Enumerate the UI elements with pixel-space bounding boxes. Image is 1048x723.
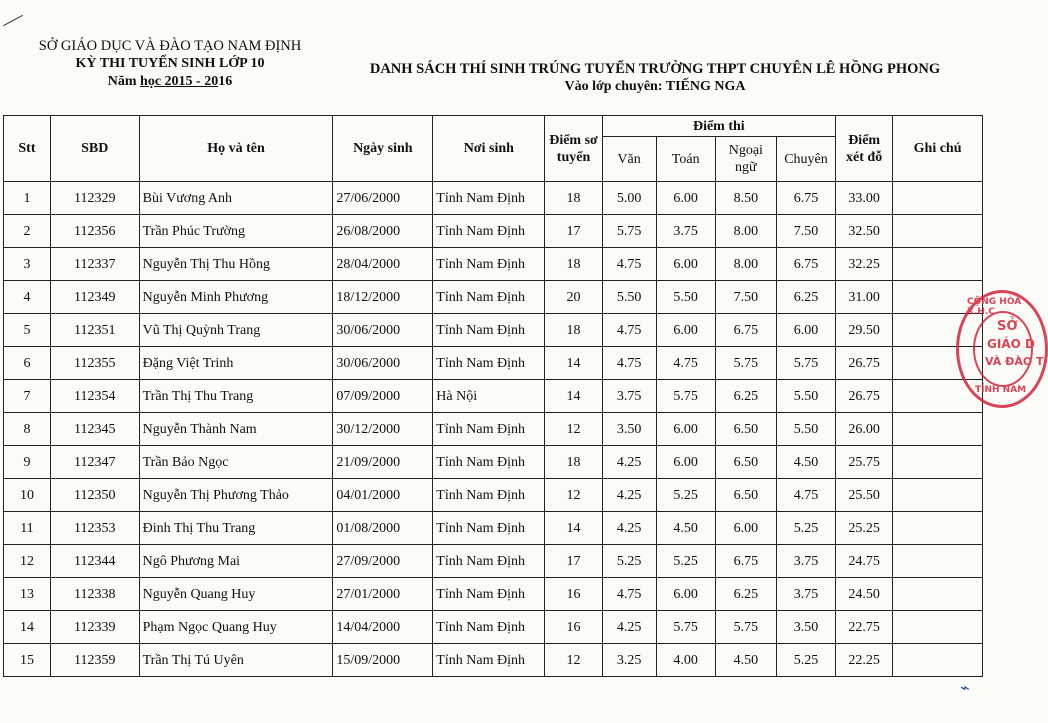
row-dob: 01/08/2000	[333, 512, 433, 545]
row-note	[893, 479, 983, 512]
school-year-suffix: 16	[218, 74, 233, 89]
row-stt: 5	[4, 314, 51, 347]
row-van: 4.25	[602, 512, 656, 545]
row-final: 24.75	[836, 545, 893, 578]
header-right	[325, 60, 985, 96]
row-dob: 14/04/2000	[333, 611, 433, 644]
row-sbd: 112351	[50, 314, 139, 347]
col-dob: Ngày sinh	[333, 116, 433, 182]
row-note	[893, 578, 983, 611]
row-toan: 5.75	[656, 380, 715, 413]
row-note	[893, 413, 983, 446]
row-ngoai-ngu: 8.00	[715, 248, 776, 281]
row-note	[893, 248, 983, 281]
row-van: 3.50	[602, 413, 656, 446]
row-birthplace: Tỉnh Nam Định	[433, 413, 545, 446]
row-birthplace: Tỉnh Nam Định	[433, 446, 545, 479]
row-stt: 14	[4, 611, 51, 644]
row-preliminary: 18	[545, 314, 602, 347]
row-sbd: 112355	[50, 347, 139, 380]
row-chuyen: 6.00	[776, 314, 835, 347]
row-toan: 6.00	[656, 578, 715, 611]
col-van: Văn	[602, 137, 656, 182]
row-stt: 9	[4, 446, 51, 479]
row-preliminary: 14	[545, 347, 602, 380]
row-name: Trần Phúc Trường	[139, 215, 333, 248]
row-stt: 2	[4, 215, 51, 248]
row-stt: 4	[4, 281, 51, 314]
row-sbd: 112329	[50, 182, 139, 215]
document-subtitle: Vào lớp chuyên: TIẾNG NGA	[564, 79, 746, 94]
row-birthplace: Tỉnh Nam Định	[433, 578, 545, 611]
header-left	[20, 37, 320, 91]
row-van: 4.75	[602, 347, 656, 380]
row-name: Nguyễn Thành Nam	[139, 413, 333, 446]
table-row	[4, 479, 983, 512]
row-birthplace: Tỉnh Nam Định	[433, 281, 545, 314]
row-chuyen: 6.25	[776, 281, 835, 314]
row-name: Phạm Ngọc Quang Huy	[139, 611, 333, 644]
row-sbd: 112354	[50, 380, 139, 413]
row-chuyen: 5.75	[776, 347, 835, 380]
row-ngoai-ngu: 6.50	[715, 446, 776, 479]
row-note	[893, 545, 983, 578]
row-ngoai-ngu: 8.50	[715, 182, 776, 215]
row-toan: 6.00	[656, 182, 715, 215]
table-row	[4, 413, 983, 446]
row-toan: 5.75	[656, 611, 715, 644]
row-toan: 6.00	[656, 446, 715, 479]
row-name: Đinh Thị Thu Trang	[139, 512, 333, 545]
row-chuyen: 5.25	[776, 644, 835, 677]
school-year	[20, 73, 320, 91]
row-ngoai-ngu: 6.75	[715, 545, 776, 578]
row-ngoai-ngu: 7.50	[715, 281, 776, 314]
row-stt: 11	[4, 512, 51, 545]
table-row	[4, 380, 983, 413]
seal-line-1: SỞ	[997, 319, 1018, 334]
row-sbd: 112359	[50, 644, 139, 677]
row-birthplace: Hà Nội	[433, 380, 545, 413]
row-dob: 21/09/2000	[333, 446, 433, 479]
row-name: Nguyễn Thị Thu Hồng	[139, 248, 333, 281]
row-note	[893, 611, 983, 644]
row-birthplace: Tỉnh Nam Định	[433, 512, 545, 545]
row-van: 4.75	[602, 314, 656, 347]
row-stt: 10	[4, 479, 51, 512]
table-row	[4, 578, 983, 611]
row-sbd: 112350	[50, 479, 139, 512]
row-dob: 26/08/2000	[333, 215, 433, 248]
row-chuyen: 3.75	[776, 578, 835, 611]
row-sbd: 112337	[50, 248, 139, 281]
department-name: SỞ GIÁO DỤC VÀ ĐÀO TẠO NAM ĐỊNH	[38, 38, 302, 54]
row-final: 26.75	[836, 347, 893, 380]
row-note	[893, 446, 983, 479]
row-dob: 27/06/2000	[333, 182, 433, 215]
row-chuyen: 5.50	[776, 380, 835, 413]
row-van: 4.25	[602, 446, 656, 479]
row-stt: 12	[4, 545, 51, 578]
row-van: 4.25	[602, 479, 656, 512]
row-sbd: 112356	[50, 215, 139, 248]
table-row	[4, 611, 983, 644]
row-sbd: 112345	[50, 413, 139, 446]
row-ngoai-ngu: 6.50	[715, 413, 776, 446]
table-row	[4, 248, 983, 281]
row-name: Ngô Phương Mai	[139, 545, 333, 578]
col-stt: Stt	[4, 116, 51, 182]
row-dob: 27/09/2000	[333, 545, 433, 578]
row-chuyen: 4.75	[776, 479, 835, 512]
row-sbd: 112349	[50, 281, 139, 314]
row-chuyen: 6.75	[776, 182, 835, 215]
row-van: 4.25	[602, 611, 656, 644]
row-name: Bùi Vương Anh	[139, 182, 333, 215]
row-preliminary: 14	[545, 512, 602, 545]
row-birthplace: Tỉnh Nam Định	[433, 644, 545, 677]
row-preliminary: 12	[545, 479, 602, 512]
row-preliminary: 17	[545, 545, 602, 578]
row-birthplace: Tỉnh Nam Định	[433, 479, 545, 512]
table-row	[4, 545, 983, 578]
row-birthplace: Tỉnh Nam Định	[433, 182, 545, 215]
table-row	[4, 215, 983, 248]
row-chuyen: 6.75	[776, 248, 835, 281]
row-van: 4.75	[602, 248, 656, 281]
row-ngoai-ngu: 6.00	[715, 512, 776, 545]
exam-name: KỲ THI TUYỂN SINH LỚP 10	[75, 56, 265, 71]
row-ngoai-ngu: 5.75	[715, 611, 776, 644]
row-preliminary: 12	[545, 413, 602, 446]
row-final: 26.00	[836, 413, 893, 446]
row-name: Trần Thị Thu Trang	[139, 380, 333, 413]
row-van: 5.50	[602, 281, 656, 314]
row-stt: 13	[4, 578, 51, 611]
row-preliminary: 18	[545, 446, 602, 479]
official-seal	[956, 290, 1048, 408]
row-preliminary: 18	[545, 248, 602, 281]
row-name: Trần Thị Tú Uyên	[139, 644, 333, 677]
col-name: Họ và tên	[139, 116, 333, 182]
row-van: 3.25	[602, 644, 656, 677]
row-dob: 07/09/2000	[333, 380, 433, 413]
row-preliminary: 14	[545, 380, 602, 413]
row-preliminary: 17	[545, 215, 602, 248]
admission-table	[3, 115, 983, 677]
row-dob: 30/06/2000	[333, 347, 433, 380]
row-toan: 6.00	[656, 314, 715, 347]
row-final: 22.75	[836, 611, 893, 644]
row-preliminary: 12	[545, 644, 602, 677]
seal-rim-bottom: TỈNH NAM	[975, 385, 1027, 395]
row-toan: 4.50	[656, 512, 715, 545]
row-name: Nguyễn Minh Phương	[139, 281, 333, 314]
row-ngoai-ngu: 6.50	[715, 479, 776, 512]
row-dob: 28/04/2000	[333, 248, 433, 281]
row-note	[893, 215, 983, 248]
row-birthplace: Tỉnh Nam Định	[433, 248, 545, 281]
row-ngoai-ngu: 6.25	[715, 578, 776, 611]
row-birthplace: Tỉnh Nam Định	[433, 347, 545, 380]
row-ngoai-ngu: 5.75	[715, 347, 776, 380]
col-chuyen: Chuyên	[776, 137, 835, 182]
row-preliminary: 20	[545, 281, 602, 314]
row-final: 25.50	[836, 479, 893, 512]
row-toan: 6.00	[656, 413, 715, 446]
col-sbd: SBD	[50, 116, 139, 182]
school-year-prefix: Năm	[107, 74, 141, 89]
row-sbd: 112353	[50, 512, 139, 545]
row-stt: 8	[4, 413, 51, 446]
row-sbd: 112339	[50, 611, 139, 644]
row-dob: 30/06/2000	[333, 314, 433, 347]
row-final: 24.50	[836, 578, 893, 611]
col-note: Ghi chú	[893, 116, 983, 182]
row-preliminary: 16	[545, 578, 602, 611]
row-note	[893, 182, 983, 215]
row-chuyen: 4.50	[776, 446, 835, 479]
row-birthplace: Tỉnh Nam Định	[433, 611, 545, 644]
row-name: Vũ Thị Quỳnh Trang	[139, 314, 333, 347]
row-final: 32.25	[836, 248, 893, 281]
row-toan: 6.00	[656, 248, 715, 281]
row-ngoai-ngu: 6.25	[715, 380, 776, 413]
row-name: Trần Bảo Ngọc	[139, 446, 333, 479]
row-van: 5.75	[602, 215, 656, 248]
row-note	[893, 644, 983, 677]
row-final: 33.00	[836, 182, 893, 215]
row-dob: 18/12/2000	[333, 281, 433, 314]
col-preliminary: Điểm sơ tuyển	[545, 116, 602, 182]
row-final: 25.25	[836, 512, 893, 545]
row-name: Nguyễn Quang Huy	[139, 578, 333, 611]
table-row	[4, 314, 983, 347]
row-birthplace: Tỉnh Nam Định	[433, 314, 545, 347]
row-stt: 6	[4, 347, 51, 380]
row-final: 32.50	[836, 215, 893, 248]
row-toan: 3.75	[656, 215, 715, 248]
col-scores-group: Điểm thi	[602, 116, 836, 137]
seal-line-3: VÀ ĐÀO T	[985, 355, 1044, 368]
row-stt: 3	[4, 248, 51, 281]
row-preliminary: 16	[545, 611, 602, 644]
row-final: 22.25	[836, 644, 893, 677]
row-chuyen: 7.50	[776, 215, 835, 248]
row-ngoai-ngu: 4.50	[715, 644, 776, 677]
scan-mark	[3, 15, 23, 26]
row-van: 5.25	[602, 545, 656, 578]
table-header-row	[4, 116, 983, 137]
row-stt: 1	[4, 182, 51, 215]
col-ngoai-ngu: Ngoại ngữ	[715, 137, 776, 182]
table-row	[4, 512, 983, 545]
row-sbd: 112338	[50, 578, 139, 611]
row-dob: 27/01/2000	[333, 578, 433, 611]
row-sbd: 112344	[50, 545, 139, 578]
table-row	[4, 281, 983, 314]
table-body	[4, 182, 983, 677]
row-toan: 5.25	[656, 479, 715, 512]
table-row	[4, 644, 983, 677]
row-toan: 4.00	[656, 644, 715, 677]
row-stt: 7	[4, 380, 51, 413]
row-birthplace: Tỉnh Nam Định	[433, 545, 545, 578]
col-final: Điểm xét đỗ	[836, 116, 893, 182]
signature-mark: ⌁	[960, 678, 970, 697]
row-dob: 15/09/2000	[333, 644, 433, 677]
row-van: 4.75	[602, 578, 656, 611]
row-dob: 30/12/2000	[333, 413, 433, 446]
table-row	[4, 446, 983, 479]
row-stt: 15	[4, 644, 51, 677]
row-name: Đặng Việt Trinh	[139, 347, 333, 380]
table-row	[4, 347, 983, 380]
row-toan: 4.75	[656, 347, 715, 380]
col-toan: Toán	[656, 137, 715, 182]
row-van: 5.00	[602, 182, 656, 215]
row-ngoai-ngu: 6.75	[715, 314, 776, 347]
row-chuyen: 3.50	[776, 611, 835, 644]
row-final: 29.50	[836, 314, 893, 347]
row-final: 31.00	[836, 281, 893, 314]
col-birthplace: Nơi sinh	[433, 116, 545, 182]
row-chuyen: 5.50	[776, 413, 835, 446]
row-final: 25.75	[836, 446, 893, 479]
table-row	[4, 182, 983, 215]
document-title: DANH SÁCH THÍ SINH TRÚNG TUYỂN TRƯỜNG THPT CHUYÊN LÊ HỒNG PHONG	[369, 61, 941, 77]
row-chuyen: 3.75	[776, 545, 835, 578]
row-toan: 5.50	[656, 281, 715, 314]
row-chuyen: 5.25	[776, 512, 835, 545]
row-dob: 04/01/2000	[333, 479, 433, 512]
row-sbd: 112347	[50, 446, 139, 479]
seal-rim-top: CỘNG HÒA X.H.C	[967, 297, 1022, 317]
row-birthplace: Tỉnh Nam Định	[433, 215, 545, 248]
seal-line-2: GIÁO D	[987, 337, 1035, 351]
row-note	[893, 512, 983, 545]
school-year-underlined: học 2015 - 20	[140, 74, 219, 89]
row-toan: 5.25	[656, 545, 715, 578]
row-name: Nguyễn Thị Phương Thảo	[139, 479, 333, 512]
row-final: 26.75	[836, 380, 893, 413]
row-preliminary: 18	[545, 182, 602, 215]
row-ngoai-ngu: 8.00	[715, 215, 776, 248]
row-van: 3.75	[602, 380, 656, 413]
